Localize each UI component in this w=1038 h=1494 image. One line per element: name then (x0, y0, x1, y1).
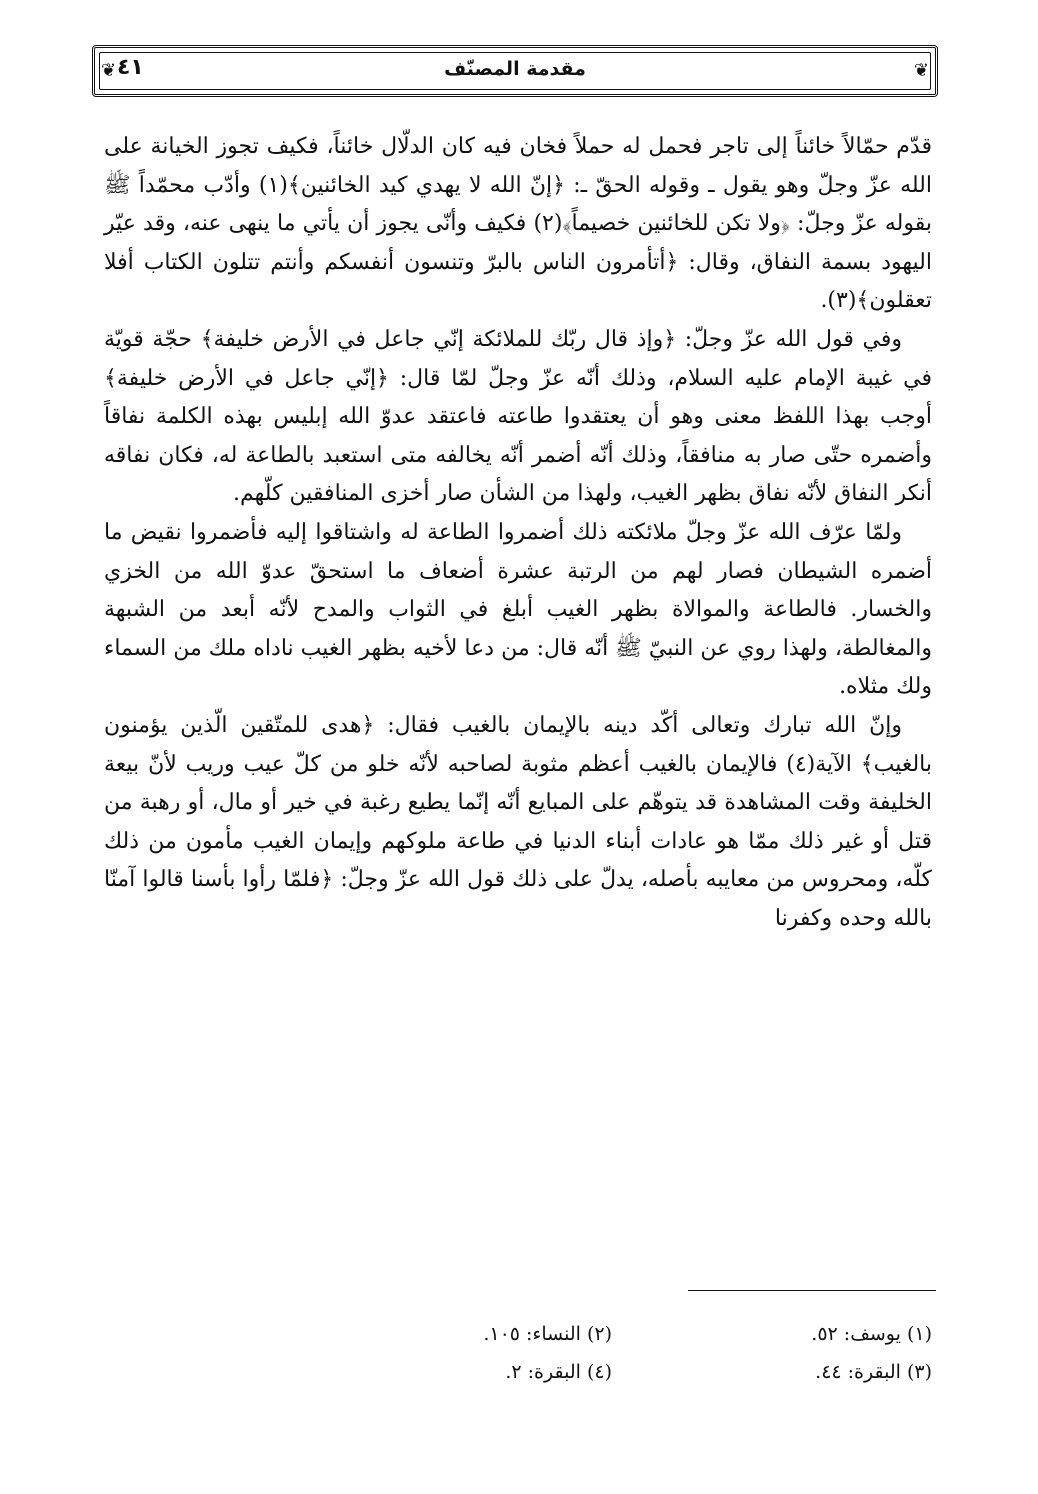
paragraph-1: قدّم حمّالاً خائناً إلى تاجر فحمل له حملاً فخان فيه كان الدلّال خائناً، فكيف تجوز الخيانة على الله عزّ وجلّ وهو يقول ـ وقوله الحقّ ـ: ﴿إنّ الله لا يهدي كيد الخائنين﴾(١) وأدّب محمّداً ﷺ بقوله عزّ وجلّ: ﴿ولا تكن للخائنين خصيماً﴾(٢) فكيف وأنّى يجوز أن يأتي ما ينهى عنه، وقد عيّر اليهود بسمة النفاق، وقال: ﴿أتأمرون الناس بالبرّ وتنسون أنفسكم وأنتم تتلون الكتاب أفلا تعقلون﴾(٣). (104, 134, 932, 314)
footnote-1: (١) يوسف: ٥٢. (811, 1323, 932, 1345)
footnote-2: (٢) النساء: ١٠٥. (483, 1323, 612, 1345)
footnote-4: (٤) البقرة: ٢. (505, 1361, 612, 1383)
ornament-right-icon: ❦ (913, 60, 929, 81)
paragraph-3: ولمّا عرّف الله عزّ وجلّ ملائكته ذلك أضمروا الطاعة له واشتاقوا إليه فأضمروا نقيض ما أضمره الشيطان فصار لهم من الرتبة عشرة أضعاف ما استحقّ عدوّ الله من الخزي والخسار. فالطاعة والموالاة بظهر الغيب أبلغ في الثواب والمدح لأنّه أبعد من الشبهة والمغالطة، ولهذا روي عن النبيّ ﷺ أنّه قال: من دعا لأخيه بظهر الغيب ناداه ملك من السماء ولك مثلاه. (104, 519, 932, 700)
footnote-row (104, 1315, 932, 1353)
footnotes (104, 1315, 932, 1391)
page-number: ٤١ (117, 55, 144, 80)
footnote-row (104, 1353, 932, 1391)
main-text (104, 128, 932, 938)
footnote-separator (688, 1290, 936, 1291)
paragraph-2: وفي قول الله عزّ وجلّ: ﴿وإذ قال ربّك للملائكة إنّي جاعل في الأرض خليفة﴾ حجّة قويّة في غيبة الإمام عليه السلام، وذلك أنّه عزّ وجلّ لمّا قال: ﴿إنّي جاعل في الأرض خليفة﴾ أوجب بهذا اللفظ معنى وهو أن يعتقدوا طاعته فاعتقد عدوّ الله إبليس بهذه الكلمة نفاقاً وأضمره حتّى صار به منافقاً، وذلك أنّه أضمر أنّه يخالفه متى استعبد بالطاعة له، فكان نفاقه أنكر النفاق لأنّه نفاق بظهر الغيب، ولهذا من الشأن صار أخزى المنافقين كلّهم. (104, 326, 932, 507)
ornament-left-icon: ❦ (101, 60, 117, 81)
footnote-3: (٣) البقرة: ٤٤. (815, 1361, 932, 1383)
paragraph-4: وإنّ الله تبارك وتعالى أكّد دينه بالإيمان بالغيب فقال: ﴿هدى للمتّقين الّذين يؤمنون بالغيب﴾ الآية(٤) فالإيمان بالغيب أعظم مثوبة لصاحبه لأنّه خلو من كلّ عيب وريب لأنّ بيعة الخليفة وقت المشاهدة قد يتوهّم على المبايع أنّه إنّما يطيع رغبة في خير أو مال، أو رهبة من قتل أو غير ذلك ممّا هو عادات أبناء الدنيا في طاعة ملوكهم وإيمان الغيب مأمون من ذلك كلّه، ومحروس من معايبه بأصله، يدلّ على ذلك قول الله عزّ وجلّ: ﴿فلمّا رأوا بأسنا قالوا آمنّا بالله وحده وكفرنا (104, 712, 933, 931)
page-header (92, 45, 938, 97)
chapter-title: مقدمة المصنّف (444, 58, 586, 80)
